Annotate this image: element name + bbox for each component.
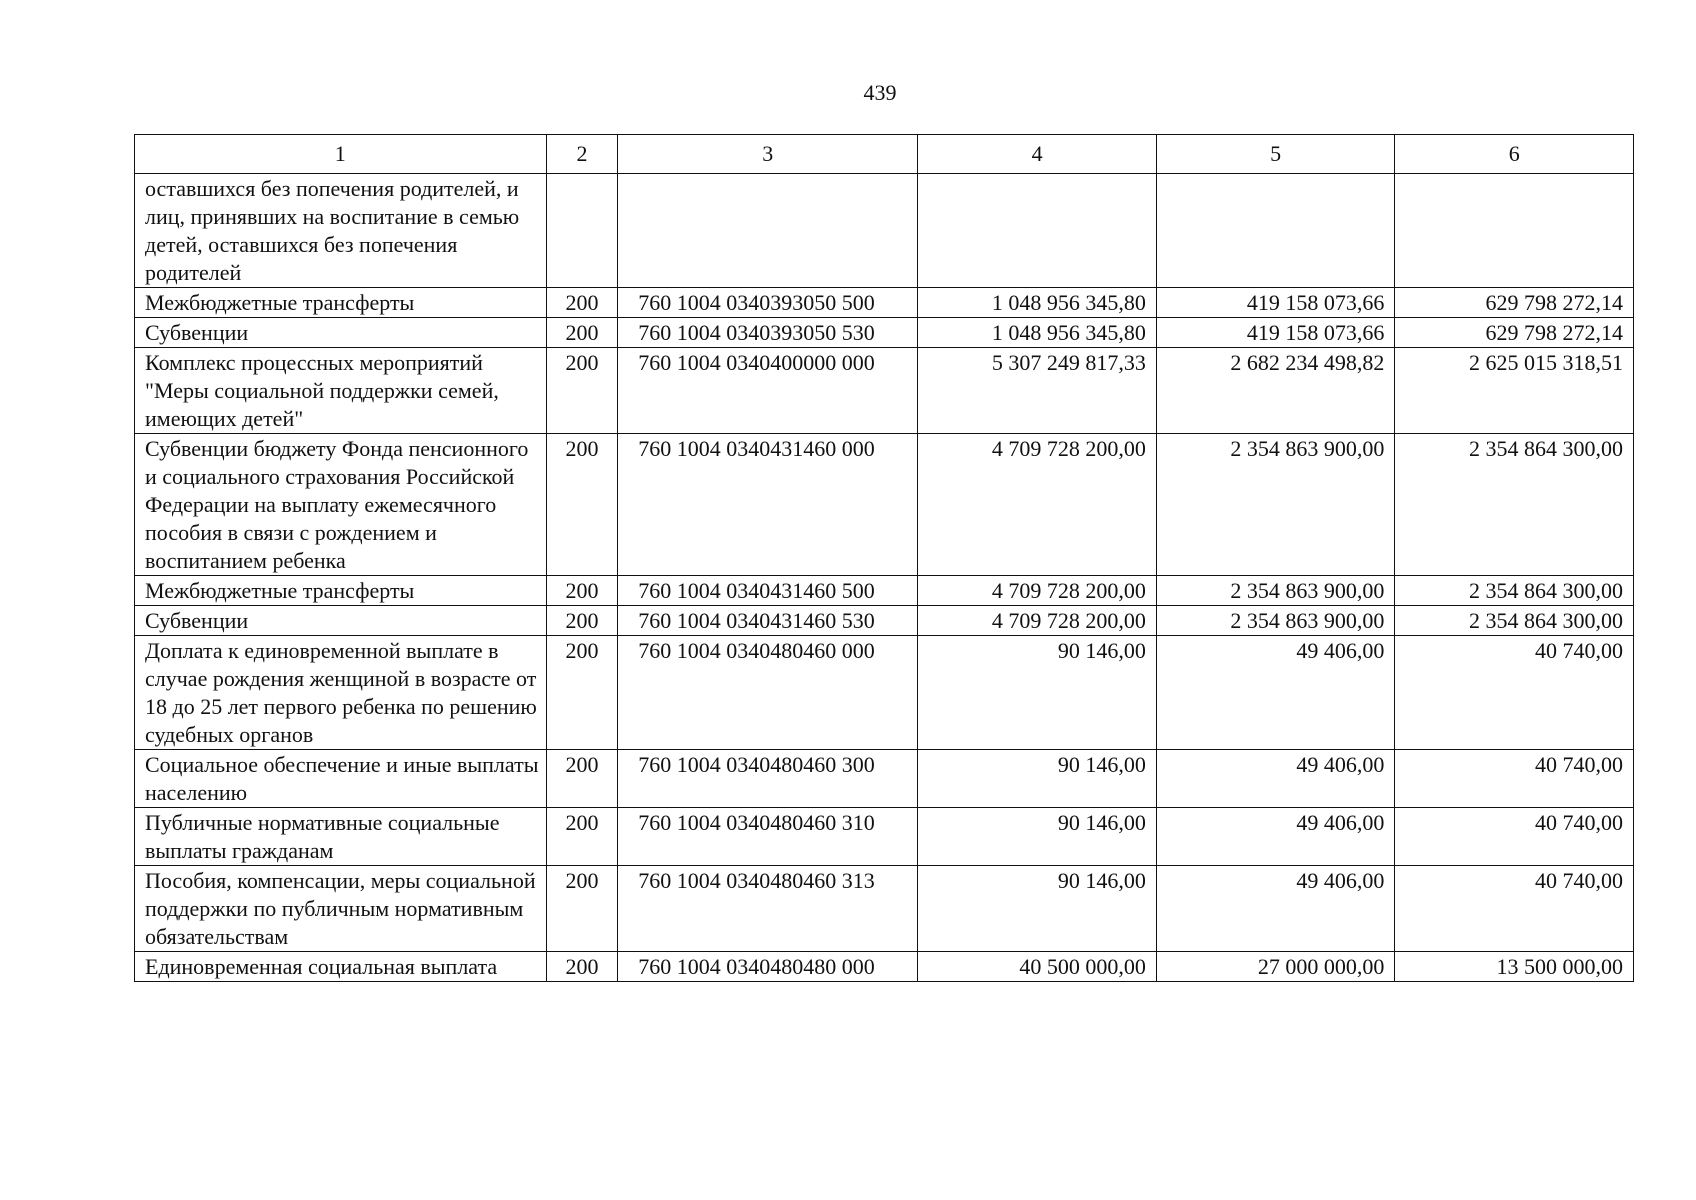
- row-name-cell: оставшихся без попечения родителей, и лиц, принявших на воспитание в семью детей, оставшихся без попечения родителей: [135, 174, 547, 288]
- amount-col5-cell: [1156, 174, 1395, 288]
- amount-col6-cell: 40 740,00: [1395, 750, 1634, 808]
- row-name-cell: Комплекс процессных мероприятий "Меры социальной поддержки семей, имеющих детей": [135, 348, 547, 434]
- header-cell-5: 5: [1156, 135, 1395, 174]
- budget-table: [134, 134, 1634, 982]
- amount-col4-cell: 90 146,00: [918, 636, 1157, 750]
- row-name-cell: Субвенции: [135, 606, 547, 636]
- table-row: [135, 808, 1634, 866]
- admin-code-cell: 200: [546, 576, 618, 606]
- admin-code-cell: 200: [546, 348, 618, 434]
- amount-col6-cell: 40 740,00: [1395, 636, 1634, 750]
- page-number: 439: [863, 80, 897, 105]
- amount-col5-cell: 419 158 073,66: [1156, 288, 1395, 318]
- amount-col4-cell: 1 048 956 345,80: [918, 318, 1157, 348]
- header-cell-3: 3: [618, 135, 918, 174]
- admin-code-cell: [546, 174, 618, 288]
- header-row: [135, 135, 1634, 174]
- table-row: [135, 750, 1634, 808]
- table-row: [135, 434, 1634, 576]
- row-name-cell: Субвенции бюджету Фонда пенсионного и социального страхования Российской Федерации на выплату ежемесячного пособия в связи с рождением и воспитанием ребенка: [135, 434, 547, 576]
- amount-col6-cell: 40 740,00: [1395, 808, 1634, 866]
- budget-code-cell: 760 1004 0340480460 000: [618, 636, 918, 750]
- amount-col6-cell: 629 798 272,14: [1395, 318, 1634, 348]
- admin-code-cell: 200: [546, 808, 618, 866]
- amount-col6-cell: 13 500 000,00: [1395, 952, 1634, 982]
- table-row: [135, 636, 1634, 750]
- admin-code-cell: 200: [546, 434, 618, 576]
- budget-code-cell: 760 1004 0340393050 500: [618, 288, 918, 318]
- amount-col4-cell: 4 709 728 200,00: [918, 606, 1157, 636]
- table-row: [135, 174, 1634, 288]
- amount-col5-cell: 49 406,00: [1156, 636, 1395, 750]
- row-name-cell: Субвенции: [135, 318, 547, 348]
- admin-code-cell: 200: [546, 606, 618, 636]
- row-name-cell: Единовременная социальная выплата: [135, 952, 547, 982]
- table-row: [135, 318, 1634, 348]
- row-name-cell: Социальное обеспечение и иные выплаты населению: [135, 750, 547, 808]
- budget-code-cell: 760 1004 0340480460 310: [618, 808, 918, 866]
- amount-col5-cell: 49 406,00: [1156, 808, 1395, 866]
- budget-code-cell: 760 1004 0340480460 300: [618, 750, 918, 808]
- budget-code-cell: 760 1004 0340431460 000: [618, 434, 918, 576]
- amount-col5-cell: 49 406,00: [1156, 866, 1395, 952]
- row-name-cell: Межбюджетные трансферты: [135, 576, 547, 606]
- amount-col5-cell: 2 354 863 900,00: [1156, 434, 1395, 576]
- header-cell-1: 1: [135, 135, 547, 174]
- amount-col4-cell: 4 709 728 200,00: [918, 434, 1157, 576]
- amount-col6-cell: 40 740,00: [1395, 866, 1634, 952]
- amount-col6-cell: 2 625 015 318,51: [1395, 348, 1634, 434]
- budget-code-cell: 760 1004 0340400000 000: [618, 348, 918, 434]
- amount-col4-cell: 4 709 728 200,00: [918, 576, 1157, 606]
- amount-col6-cell: 629 798 272,14: [1395, 288, 1634, 318]
- amount-col4-cell: 90 146,00: [918, 808, 1157, 866]
- admin-code-cell: 200: [546, 288, 618, 318]
- admin-code-cell: 200: [546, 318, 618, 348]
- budget-code-cell: 760 1004 0340393050 530: [618, 318, 918, 348]
- header-cell-6: 6: [1395, 135, 1634, 174]
- budget-code-cell: 760 1004 0340480460 313: [618, 866, 918, 952]
- amount-col4-cell: 5 307 249 817,33: [918, 348, 1157, 434]
- amount-col5-cell: 27 000 000,00: [1156, 952, 1395, 982]
- table-row: [135, 866, 1634, 952]
- amount-col5-cell: 2 354 863 900,00: [1156, 576, 1395, 606]
- amount-col6-cell: 2 354 864 300,00: [1395, 434, 1634, 576]
- row-name-cell: Доплата к единовременной выплате в случае рождения женщиной в возрасте от 18 до 25 лет первого ребенка по решению судебных органов: [135, 636, 547, 750]
- table-header: [135, 135, 1634, 174]
- header-cell-4: 4: [918, 135, 1157, 174]
- admin-code-cell: 200: [546, 952, 618, 982]
- amount-col4-cell: 1 048 956 345,80: [918, 288, 1157, 318]
- budget-code-cell: [618, 174, 918, 288]
- amount-col5-cell: 419 158 073,66: [1156, 318, 1395, 348]
- header-cell-2: 2: [546, 135, 618, 174]
- row-name-cell: Публичные нормативные социальные выплаты гражданам: [135, 808, 547, 866]
- amount-col4-cell: 90 146,00: [918, 866, 1157, 952]
- amount-col6-cell: 2 354 864 300,00: [1395, 606, 1634, 636]
- table-row: [135, 576, 1634, 606]
- table-body: [135, 174, 1634, 982]
- table-row: [135, 288, 1634, 318]
- amount-col5-cell: 49 406,00: [1156, 750, 1395, 808]
- amount-col4-cell: [918, 174, 1157, 288]
- amount-col5-cell: 2 354 863 900,00: [1156, 606, 1395, 636]
- table-row: [135, 348, 1634, 434]
- amount-col6-cell: 2 354 864 300,00: [1395, 576, 1634, 606]
- budget-code-cell: 760 1004 0340431460 530: [618, 606, 918, 636]
- row-name-cell: Пособия, компенсации, меры социальной поддержки по публичным нормативным обязательствам: [135, 866, 547, 952]
- amount-col4-cell: 40 500 000,00: [918, 952, 1157, 982]
- budget-code-cell: 760 1004 0340480480 000: [618, 952, 918, 982]
- admin-code-cell: 200: [546, 750, 618, 808]
- amount-col5-cell: 2 682 234 498,82: [1156, 348, 1395, 434]
- table-row: [135, 952, 1634, 982]
- admin-code-cell: 200: [546, 636, 618, 750]
- amount-col4-cell: 90 146,00: [918, 750, 1157, 808]
- row-name-cell: Межбюджетные трансферты: [135, 288, 547, 318]
- admin-code-cell: 200: [546, 866, 618, 952]
- table-row: [135, 606, 1634, 636]
- amount-col6-cell: [1395, 174, 1634, 288]
- budget-code-cell: 760 1004 0340431460 500: [618, 576, 918, 606]
